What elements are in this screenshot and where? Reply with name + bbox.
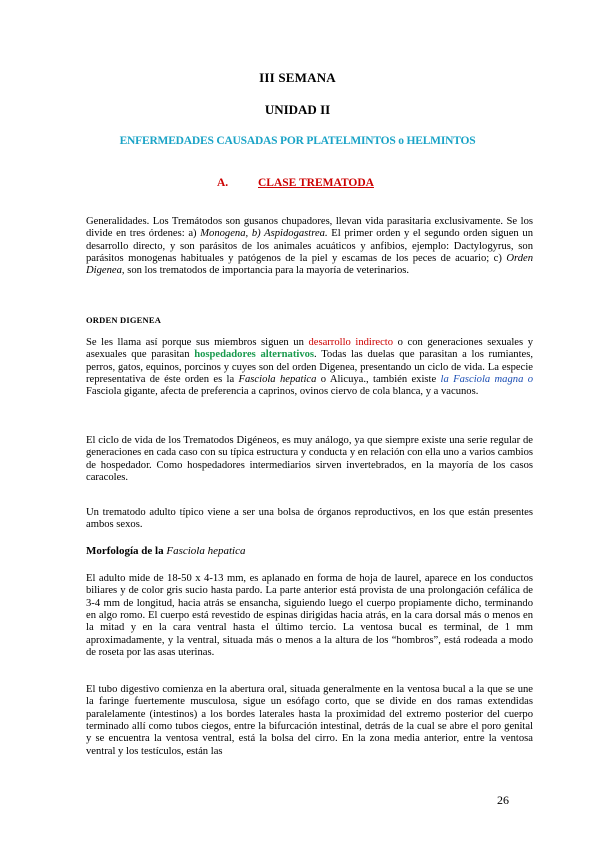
week-heading: III SEMANA [259,70,336,85]
p1-italic-digenea: Orden Digenea, [86,253,533,277]
paragraph-generalidades [86,216,533,278]
subheading-orden-digenea: ORDEN DIGENEA [86,315,162,325]
p2-text-c: . Todas las duelas que parasitan a los rumiantes, perros, gatos, equinos, porcinos y cuyes son del orden Digenea, presentando un ciclo de vida. La especie representativa de éste orden es la [86,349,533,386]
paragraph-orden-digenea [86,337,533,399]
p1-text-c: son los trematodos de importancia para la mayoría de veterinarios. [124,265,410,277]
paragraph-tubo-digestivo: El tubo digestivo comienza en la abertura oral, situada generalmente en la ventosa bucal a la que se une la faringe fuertemente musculosa, sigue un esófago corto, que se divide en dos ramas extendidas paralelamente (intestinos) a los bordes laterales hasta la proximidad del extremo posterior del cuerpo terminado allí como tubos ciegos, entre la bifurcación intestinal, detrás de la cual se abre el poro genital y se encuentra la ventosa ventral, está la bolsa del cirro. En la zona media anterior, entre la ventosa ventral y los testículos, están las [86,684,533,757]
paragraph-ciclo-de-vida: El ciclo de vida de los Trematodos Digéneos, es muy análogo, ya que siempre existe una serie regular de generaciones en cada caso con su típica estructura y conducta y en relación con ella uno a varios cambios de hospedador. Como hospedadores intermediarios sirven invertebrados, en la mayoría de los casos caracoles. [86,435,533,484]
section-name: CLASE TREMATODA [258,177,374,189]
p2-highlight-blue: la Fasciola magna o [440,374,534,386]
p1-text-a: Generalidades. Los Tremátodos son gusanos chupadores, llevan vida parasitaria exclusivamente. Se los divide en tres órdenes: a) [86,216,533,240]
sub2-text: Morfología de la [86,545,167,557]
p2-text-b: o con generaciones sexuales y asexuales que parasitan [86,337,534,361]
topic-heading: ENFERMEDADES CAUSADAS POR PLATELMINTOS o HELMINTOS [119,135,476,147]
paragraph-trematodo-adulto: Un trematodo adulto típico viene a ser una bolsa de órganos reproductivos, en los que están presentes ambos sexos. [86,507,533,531]
section-heading [217,177,374,189]
page-number: 26 [497,793,509,807]
sub2-italic: Fasciola hepatica [166,545,246,557]
p2-text-d: o Alicuya., también existe [316,374,441,386]
unit-heading: UNIDAD II [264,102,331,117]
subheading-morfologia [86,545,245,557]
p1-italic-orders: Monogena, b) Aspidogastrea. [200,228,328,240]
section-letter: A. [217,177,229,189]
p2-highlight-red: desarrollo indirecto [308,337,394,348]
p2-text-a: Se les llama así porque sus miembros siguen un [86,337,309,348]
p2-text-e: Fasciola gigante, afecta de preferencia a caprinos, ovinos ciervo de cola blanca, y a vacunos. [86,386,479,398]
p1-text-b: El primer orden y el segundo orden siguen un desarrollo directo, y son parásitos de los animales acuáticos y anfibios, ejemplo: Dactylogyrus, son parásitos monogenas habituales y patógenos de la piel y escamas de los peces de acuario; c) [86,228,533,265]
p2-highlight-green: hospedadores alternativos [194,349,315,361]
p2-italic-species: Fasciola hepatica [238,374,317,386]
paragraph-adulto: El adulto mide de 18-50 x 4-13 mm, es aplanado en forma de hoja de laurel, aparece en los conductos biliares y de color gris sucio hasta pardo. La parte anterior está provista de una prolongación cefálica de 3-4 mm de longitud, hacia atrás se ensancha, siguiendo luego el cuerpo propiamente dicho, terminando en algo romo. El cuerpo está revestido de espinas dirigidas hacia atrás, en la cara dorsal más o menos en la mitad y en la cara ventral hasta el último tercio. La ventosa bucal es terminal, de 1 mm aproximadamente, y la ventral, situada más o menos a la altura de los “hombros”, está rodeada a modo de roseta por las asas uterinas. [86,573,533,659]
